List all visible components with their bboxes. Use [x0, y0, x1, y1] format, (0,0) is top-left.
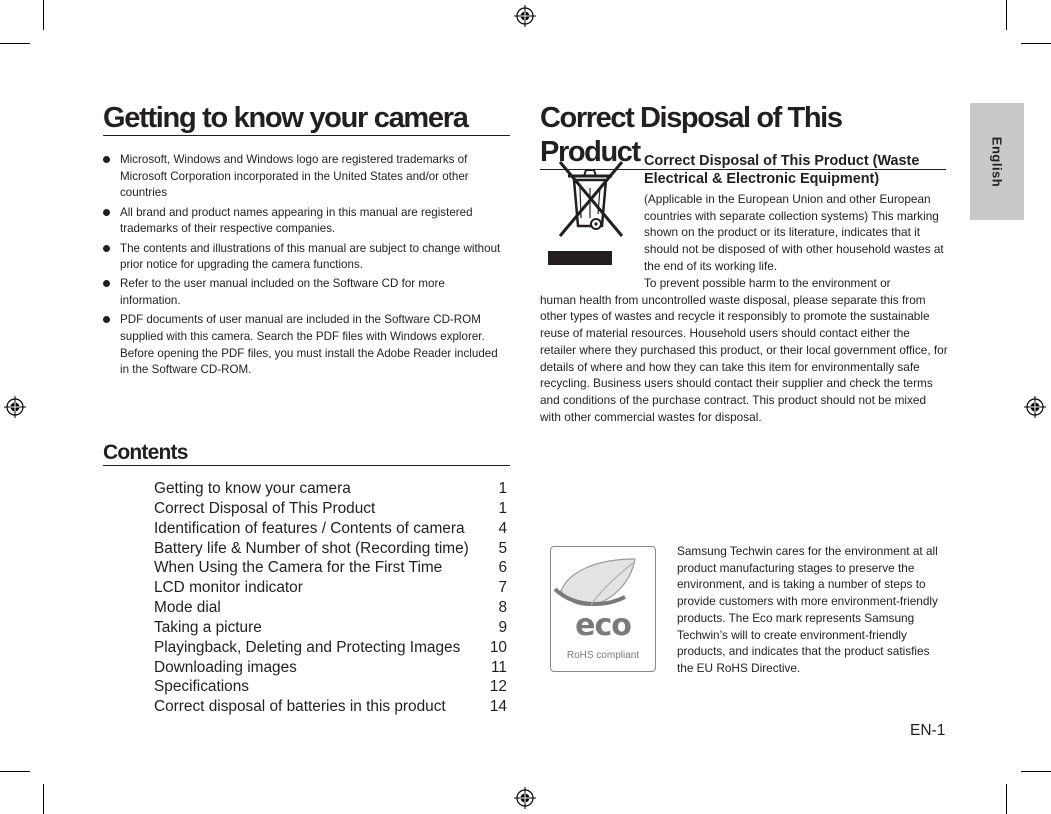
disposal-paragraph: (Applicable in the European Union and other European countries with separate collection systems) This marking shown on the product or its literature, indicates that it should not be disposed of with other household wastes at the end of its working life. [644, 192, 944, 273]
section-title-disposal: Correct Disposal of This Product [540, 101, 946, 170]
registration-mark-icon [4, 396, 26, 418]
crop-mark [1021, 43, 1051, 44]
contents-item[interactable]: LCD monitor indicator 7 [154, 579, 507, 597]
crop-mark [0, 771, 30, 772]
contents-item[interactable]: Getting to know your camera 1 [154, 480, 507, 497]
crop-mark [1006, 784, 1007, 814]
contents-list [154, 479, 507, 717]
crop-mark [43, 784, 44, 814]
contents-item[interactable]: Specifications 12 [154, 678, 507, 696]
contents-item[interactable]: Mode dial 8 [154, 599, 507, 617]
list-item-note: Before opening the PDF files, you must install the Adobe Reader included in the Software CD-ROM. [120, 346, 498, 377]
crop-mark [43, 0, 44, 30]
disposal-subtitle: Correct Disposal of This Product (Waste Electrical & Electronic Equipment) [644, 153, 920, 187]
list-item: The contents and illustrations of this manual are subject to change without prior notice for upgrading the camera functions. [103, 241, 508, 274]
contents-item[interactable]: Battery life & Number of shot (Recording time) 5 [154, 539, 507, 557]
crop-mark [0, 43, 30, 44]
contents-item[interactable]: When Using the Camera for the First Time 6 [154, 559, 507, 577]
crop-mark [1021, 771, 1051, 772]
crossed-out-bin-icon [540, 152, 642, 270]
page-number: EN-1 [910, 722, 946, 739]
contents-title: Contents [103, 441, 510, 466]
contents-item[interactable]: Correct disposal of batteries in this product 14 [154, 698, 507, 716]
crop-mark [1006, 0, 1007, 30]
contents-item[interactable]: Playingback, Deleting and Protecting Images 10 [154, 638, 507, 656]
bullet-icon [103, 280, 110, 287]
list-item: Refer to the user manual included on the Software CD for more information. [103, 276, 508, 309]
registration-mark-icon [514, 787, 536, 809]
bullet-icon [103, 209, 110, 216]
language-tab-label: English [989, 136, 1005, 187]
contents-item[interactable]: Downloading images 11 [154, 658, 507, 676]
contents-item[interactable]: Taking a picture 9 [154, 618, 507, 636]
bullet-icon [103, 156, 110, 163]
list-item: PDF documents of user manual are included in the Software CD-ROM supplied with this camera. Search the PDF files with Windows explorer. Before opening the PDF files, you must install the Adobe Reader included in the Software CD-ROM. [103, 312, 508, 379]
eco-description: Samsung Techwin cares for the environment at all product manufacturing stages to preserve the environment, and is taking a number of steps to provide customers with more environment-friendly products. The Eco mark represents Samsung Techwin’s will to create environment-friendly products, and indicates that the product satisfies the EU RoHS Directive. [677, 544, 938, 675]
eco-logo [550, 546, 656, 672]
contents-item[interactable]: Identification of features / Contents of camera 4 [154, 519, 507, 537]
language-tab [970, 103, 1024, 220]
registration-mark-icon [1024, 396, 1046, 418]
section-title-getting-to-know: Getting to know your camera [103, 101, 510, 136]
disposal-paragraph-continued: To prevent possible harm to the environment or human health from uncontrolled waste disposal, please separate this from other types of wastes and recycle it responsibly to promote the sustainable reuse of material resources. Household users should contact either the retailer where they purchased this product, or their local government office, for details of where and how they can take this item for environmentally safe recycling. Business users should contact their supplier and check the terms and conditions of the purchase contract. This product should not be mixed with other commercial wastes for disposal. [540, 276, 948, 424]
bullet-icon [103, 316, 110, 323]
eco-logo-text: eco [575, 608, 631, 643]
contents-item[interactable]: Correct Disposal of This Product 1 [154, 499, 507, 517]
notes-list [103, 152, 508, 382]
registration-mark-icon [514, 5, 536, 27]
list-item: All brand and product names appearing in this manual are registered trademarks of their respective companies. [103, 205, 508, 238]
list-item: Microsoft, Windows and Windows logo are registered trademarks of Microsoft Corporation incorporated in the United States and/or other countries [103, 152, 508, 202]
eco-logo-caption: RoHS compliant [566, 650, 640, 661]
bullet-icon [103, 245, 110, 252]
